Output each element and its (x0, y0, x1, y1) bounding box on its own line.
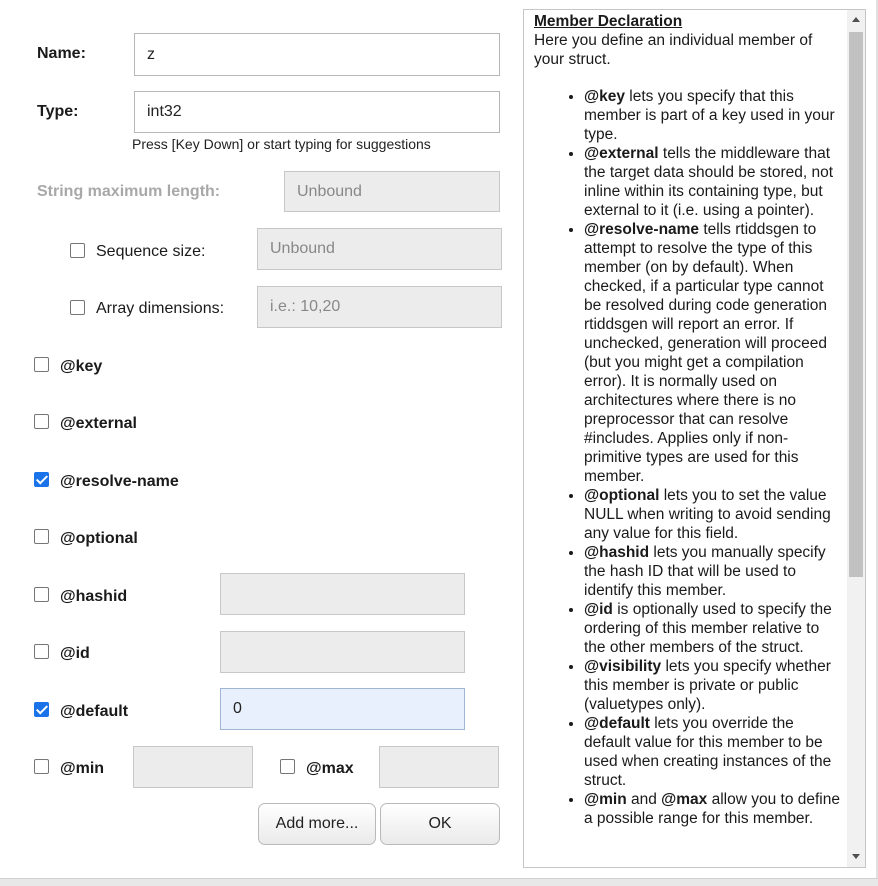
help-text: lets you to set the value NULL when writing to avoid sending any value for this field. (584, 487, 831, 542)
max-input[interactable] (379, 746, 499, 788)
help-term: @default (584, 715, 650, 732)
max-checkbox[interactable] (280, 759, 295, 774)
id-input[interactable] (220, 631, 465, 673)
hashid-checkbox[interactable] (34, 587, 49, 602)
help-item-resolve-name (584, 220, 844, 486)
help-item-hashid (584, 543, 844, 600)
id-label: @id (60, 645, 90, 662)
sequence-checkbox[interactable] (70, 243, 85, 258)
help-text: lets you specify that this member is part of a key used in your type. (584, 88, 835, 143)
hashid-label: @hashid (60, 588, 128, 605)
help-text: tells rtiddsgen to attempt to resolve the type of this member (on by default). When checked, if a particular type cannot be resolved during code generation rtiddsgen will report an error. If unchecked, generation will proceed (but you might get a compilation error). It is normally used on architectures where there is no preprocessor that can resolve #includes. Applies only if non-primitive types are used for this member. (584, 221, 828, 485)
help-term: @max (661, 791, 708, 808)
help-term: @external (584, 145, 659, 162)
resolve-name-label: @resolve-name (60, 473, 179, 490)
sequence-input[interactable]: Unbound (257, 228, 502, 270)
min-checkbox[interactable] (34, 759, 49, 774)
max-label: @max (306, 760, 354, 777)
hashid-input[interactable] (220, 573, 465, 615)
help-text: lets you specify whether this member is private or public (valuetypes only). (584, 658, 831, 713)
optional-checkbox[interactable] (34, 529, 49, 544)
ok-button[interactable]: OK (380, 803, 500, 845)
default-input[interactable]: 0 (220, 688, 465, 730)
name-label: Name: (37, 45, 86, 62)
array-checkbox[interactable] (70, 300, 85, 315)
type-hint: Press [Key Down] or start typing for suggestions (132, 136, 431, 152)
key-label: @key (60, 358, 103, 375)
help-intro: Here you define an individual member of your struct. (534, 32, 813, 68)
add-more-button[interactable]: Add more... (258, 803, 376, 845)
scroll-thumb[interactable] (849, 32, 863, 577)
help-term: @optional (584, 487, 660, 504)
external-checkbox[interactable] (34, 414, 49, 429)
help-term: @hashid (584, 544, 650, 561)
min-input[interactable] (133, 746, 253, 788)
key-checkbox[interactable] (34, 357, 49, 372)
type-label: Type: (37, 103, 79, 120)
type-input[interactable]: int32 (134, 91, 500, 133)
help-item-min-max (584, 790, 844, 828)
default-checkbox[interactable] (34, 702, 49, 717)
resolve-name-checkbox[interactable] (34, 472, 49, 487)
help-text: lets you override the default value for this member to be used when creating instances of the struct. (584, 715, 832, 789)
help-text: is optionally used to specify the ordering of this member relative to the other members of the struct. (584, 601, 832, 656)
scroll-down-icon[interactable] (852, 854, 860, 859)
external-label: @external (60, 415, 137, 432)
id-checkbox[interactable] (34, 644, 49, 659)
help-title: Member Declaration (534, 13, 683, 30)
scroll-up-icon[interactable] (852, 17, 860, 22)
help-item-id (584, 600, 844, 657)
help-text: allow you to define a possible range for this member. (584, 791, 840, 827)
window-border-bottom (0, 878, 878, 886)
help-text: lets you manually specify the hash ID that will be used to identify this member. (584, 544, 826, 599)
help-item-external (584, 144, 844, 220)
sequence-label: Sequence size: (96, 243, 206, 260)
help-content (534, 12, 844, 828)
help-term: @visibility (584, 658, 662, 675)
help-scrollbar[interactable] (847, 10, 865, 867)
array-input[interactable]: i.e.: 10,20 (257, 286, 502, 328)
help-item-optional (584, 486, 844, 543)
min-label: @min (60, 760, 105, 777)
help-text: and (626, 791, 662, 808)
name-input[interactable]: z (134, 33, 500, 76)
help-panel (523, 9, 866, 868)
default-label: @default (60, 703, 129, 720)
help-list (534, 87, 844, 828)
help-item-key (584, 87, 844, 144)
help-term: @resolve-name (584, 221, 700, 238)
string-max-input[interactable]: Unbound (284, 171, 500, 212)
help-text: tells the middleware that the target data should be stored, not inline within its containing type, but external to it (i.e. using a pointer). (584, 145, 834, 219)
array-label: Array dimensions: (96, 300, 225, 317)
string-max-label: String maximum length: (37, 183, 221, 200)
help-item-visibility (584, 657, 844, 714)
help-term: @key (584, 88, 625, 105)
help-term: @id (584, 601, 613, 618)
optional-label: @optional (60, 530, 138, 547)
help-term: @min (584, 791, 627, 808)
help-item-default (584, 714, 844, 790)
